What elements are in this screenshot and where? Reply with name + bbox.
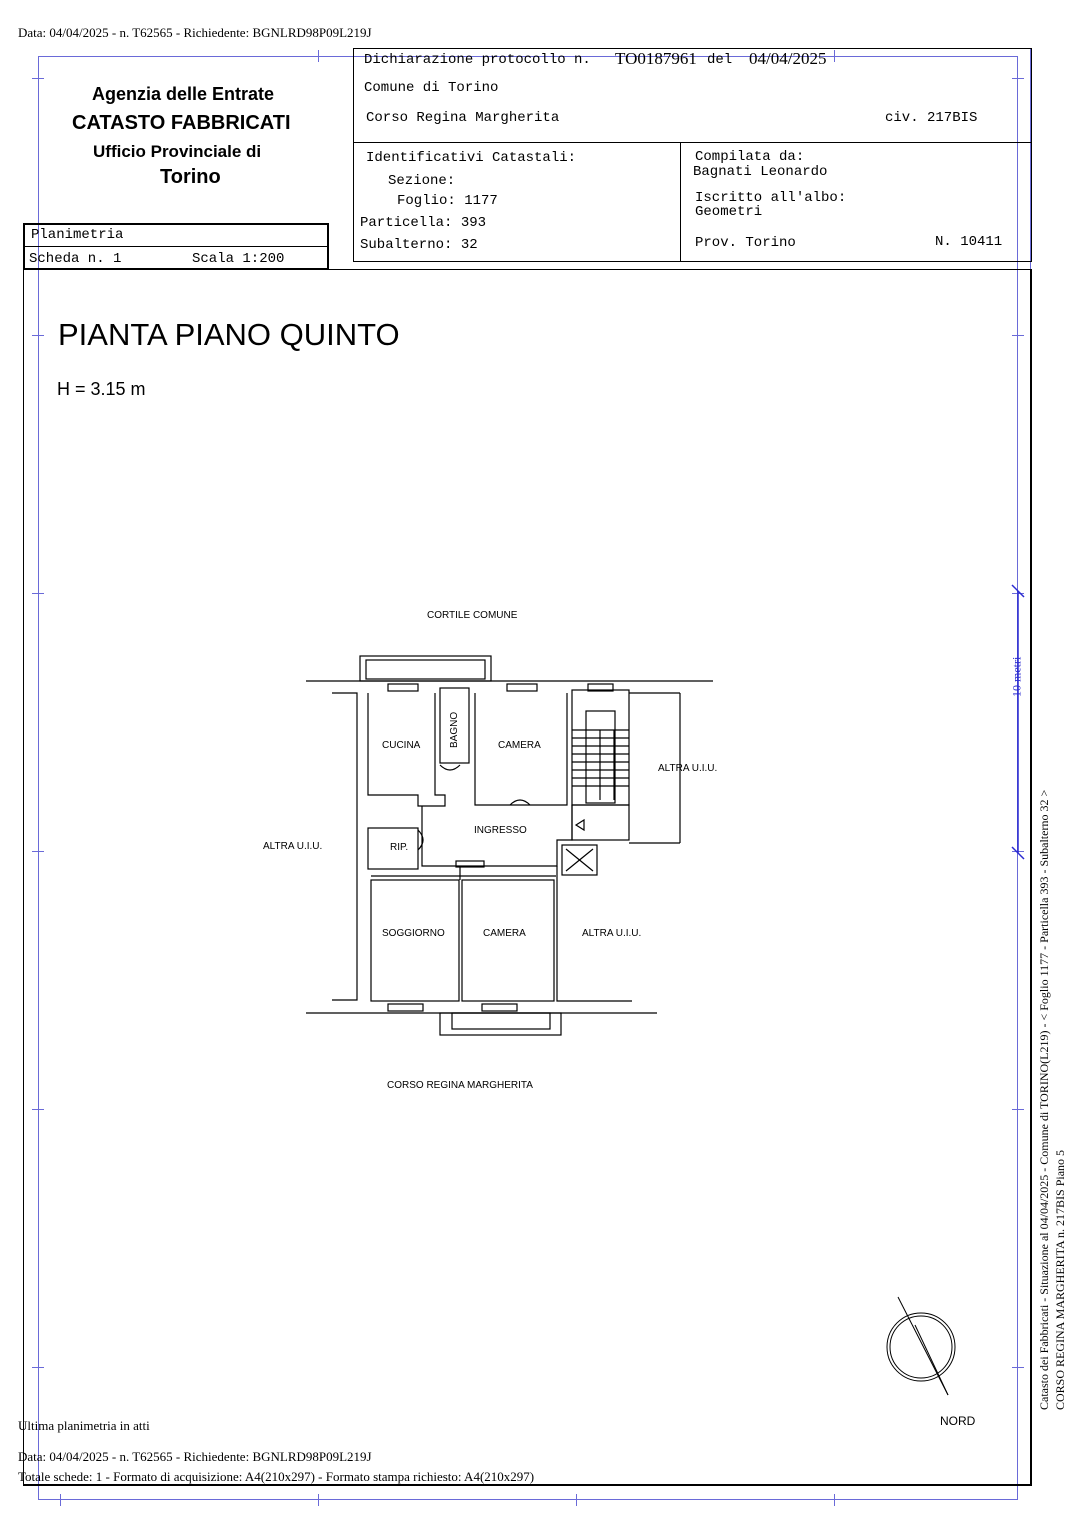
agency-city: Torino <box>160 166 221 188</box>
protocol-label: Dichiarazione protocollo n. <box>364 52 591 68</box>
door-arc <box>510 800 530 805</box>
agency-office: Ufficio Provinciale di <box>93 142 262 161</box>
protocol-del: del <box>707 52 733 68</box>
scale-bar-label: 10 metri <box>1009 656 1024 697</box>
protocol-date: 04/04/2025 <box>749 49 827 68</box>
plan-height: H = 3.15 m <box>57 379 146 399</box>
label-soggiorno: SOGGIORNO <box>382 928 445 939</box>
balcony-bottom-inner <box>452 1013 550 1029</box>
side-text-line1: Catasto dei Fabbricati - Situazione al 04/04/2025 - Comune di TORINO(L219) - < Foglio 1177 - Particella 393 - Subalterno 32 > <box>1037 789 1051 1410</box>
foglio: Foglio: 1177 <box>397 193 498 209</box>
scale-label: Scala 1:200 <box>192 251 285 267</box>
stair-arrow <box>576 820 584 830</box>
header-request-info: Data: 04/04/2025 - n. T62565 - Richiedente: BGNLRD98P09L219J <box>18 25 372 40</box>
albo-label: Iscritto all'albo: <box>695 190 847 206</box>
agency-catasto: CATASTO FABBRICATI <box>72 112 291 134</box>
footer-totale: Totale schede: 1 - Formato di acquisizione: A4(210x297) - Formato stampa richiesto: A4(210x297) <box>18 1469 535 1484</box>
subalterno: Subalterno: 32 <box>360 237 478 253</box>
label-cucina: CUCINA <box>382 740 421 751</box>
label-altra-bottom: ALTRA U.I.U. <box>582 928 642 939</box>
label-altra-left: ALTRA U.I.U. <box>263 841 323 852</box>
label-camera-top: CAMERA <box>498 740 541 751</box>
label-camera-bottom: CAMERA <box>483 928 526 939</box>
door-arc <box>440 765 460 770</box>
label-cortile: CORTILE COMUNE <box>427 610 518 621</box>
address: Corso Regina Margherita <box>366 110 560 126</box>
comune: Comune di Torino <box>364 80 499 96</box>
wall-soggiorno <box>371 880 459 1001</box>
footer-request-info: Data: 04/04/2025 - n. T62565 - Richiedente: BGNLRD98P09L219J <box>18 1449 372 1464</box>
albo-value: Geometri <box>695 204 763 220</box>
window <box>388 684 418 691</box>
window <box>388 1004 423 1011</box>
civic-number: civ. 217BIS <box>885 110 978 126</box>
scheda-number: Scheda n. 1 <box>29 251 122 267</box>
label-altra-right: ALTRA U.I.U. <box>658 763 718 774</box>
label-bagno: BAGNO <box>449 711 460 748</box>
agency-name: Agenzia delle Entrate <box>92 84 275 104</box>
planimetria-label: Planimetria <box>31 227 124 243</box>
identifiers-title: Identificativi Catastali: <box>366 150 577 166</box>
side-text-line2: CORSO REGINA MARGHERITA n. 217BIS Piano 5 <box>1053 1149 1067 1410</box>
compiler-label: Compilata da: <box>695 149 805 165</box>
plan-title: PIANTA PIANO QUINTO <box>58 317 400 352</box>
sezione: Sezione: <box>388 173 456 189</box>
balcony-top-inner <box>366 660 485 679</box>
protocol-number: TO0187961 <box>615 49 697 68</box>
balcony-bottom <box>440 1013 561 1035</box>
footer-ultima: Ultima planimetria in atti <box>18 1418 150 1433</box>
wall-camera-bottom <box>462 880 554 1001</box>
particella: Particella: 393 <box>360 215 487 231</box>
north-arrow-graphic <box>887 1297 955 1395</box>
north-label: NORD <box>940 1414 976 1428</box>
compiler-province: Prov. Torino <box>695 235 796 251</box>
label-ingresso: INGRESSO <box>474 825 527 836</box>
compiler-number: N. 10411 <box>935 234 1003 250</box>
compiler-name: Bagnati Leonardo <box>693 164 828 180</box>
window <box>482 1004 517 1011</box>
wall-left-outer <box>332 693 357 1000</box>
label-rip: RIP. <box>390 842 409 853</box>
label-street: CORSO REGINA MARGHERITA <box>387 1080 533 1091</box>
wall-altra-bottom <box>557 880 632 1001</box>
window <box>507 684 537 691</box>
